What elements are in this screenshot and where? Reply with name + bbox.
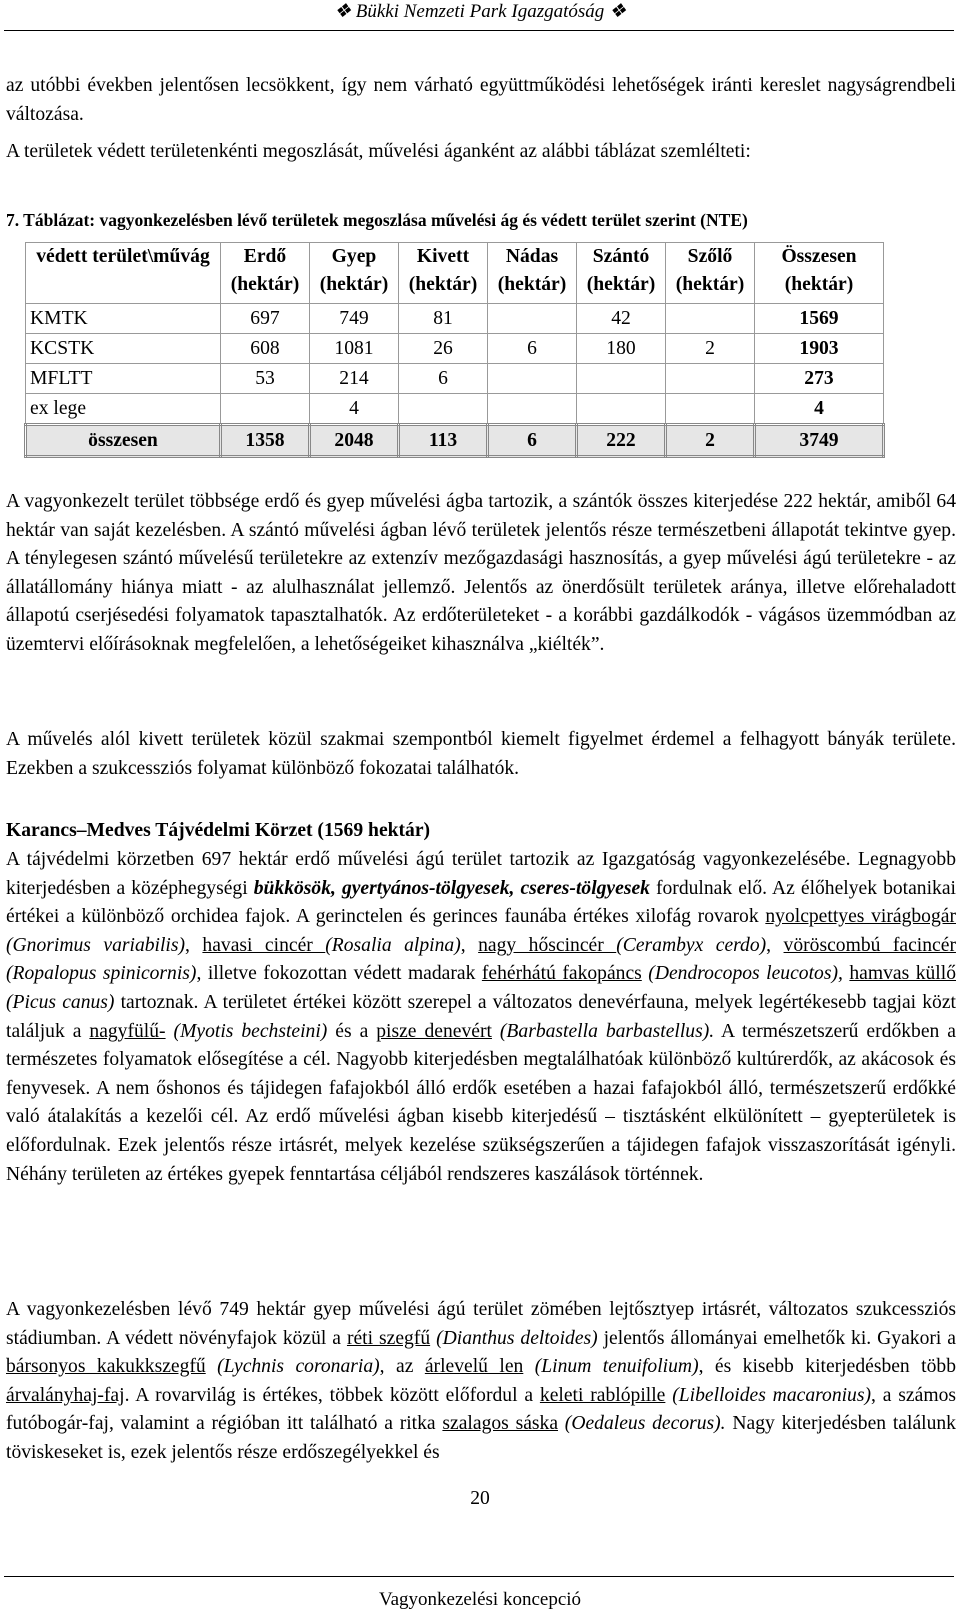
col-header-arable: Szántó (hektár) xyxy=(577,243,666,304)
cell xyxy=(488,364,577,394)
cell xyxy=(399,394,488,425)
total-cell: 1358 xyxy=(221,425,310,457)
text: jelentős állományai emelhetők ki. Gyakori a xyxy=(597,1327,956,1349)
body-paragraph-4: A művelés alól kivett területek közül szakmai szempontból kiemelt figyelmet érdemel a felhagyott bányák területe. Ezekben a szukcessziós folyamat különböző fokozatai találhatók. xyxy=(6,729,956,779)
species-name: réti szegfű xyxy=(346,1327,431,1349)
species-name: pisze denevért xyxy=(376,1020,492,1042)
cell: 214 xyxy=(310,364,399,394)
cell xyxy=(488,304,577,334)
text: Nagy kiterjedésben találunk töviskeseket is, ezek jelentős része erdőszegélyekkel és xyxy=(6,1413,956,1463)
species-name: fehérhátú fakopáncs xyxy=(481,963,642,985)
latin-name: (Linum tenuifolium) xyxy=(523,1356,699,1378)
intro-paragraph-2: A területek védett területenkénti megoszlását, művelési áganként az alábbi táblázat szemlélteti: xyxy=(6,141,751,162)
section-title: Karancs–Medves Tájvédelmi Körzet (1569 hektár) xyxy=(6,820,431,841)
latin-name: (Dianthus deltoides) xyxy=(430,1327,598,1349)
cell xyxy=(577,364,666,394)
page-number: 20 xyxy=(470,1488,490,1509)
species-name: szalagos sáska xyxy=(442,1413,559,1435)
cell: 26 xyxy=(399,334,488,364)
col-header-excluded: Kivett (hektár) xyxy=(399,243,488,304)
text: , a számos futóbogár-faj, valamint a régióban itt található a ritka xyxy=(6,1384,956,1435)
text: és a xyxy=(327,1020,377,1042)
text: A vagyonkezelésben lévő 749 hektár gyep művelési ágú terület zömében lejtősztyep irtásrét, változatos szukcessziós stádiumban. A védett növényfajok közül a xyxy=(6,1299,956,1349)
cell: 180 xyxy=(577,334,666,364)
total-cell: 113 xyxy=(399,425,488,457)
cell: 6 xyxy=(488,334,577,364)
text: , illetve fokozottan védett madarak xyxy=(196,963,482,985)
species-name: havasi cincér xyxy=(202,934,326,956)
cell: 1081 xyxy=(310,334,399,364)
species-name: nyolcpettyes virágbogár xyxy=(765,906,956,928)
latin-name: (Picus canus) xyxy=(6,991,115,1013)
latin-name: (Myotis bechsteini) xyxy=(165,1020,328,1042)
text: tartoznak. A területet értékei között szerepel a változatos denevérfauna, melyek legértékesebb tagjai közt találjuk a xyxy=(6,991,956,1042)
species-name: vöröscombú facincér xyxy=(783,934,956,956)
body-paragraph-3: A vagyonkezelt terület többsége erdő és gyep művelési ágba tartozik, a szántók összes kiterjedése 222 hektár, amiből 64 hektár van saját kezelésben. A szántó művelési ágban lévő területek jelentős része természetbeni állapotát tekintve gyep. A ténylegesen szántó művelésű területekre az extenzív mezőgazdasági hasznosítás, a gyep művelési ágú területekre - az állatállomány hiánya miatt - az alulhasználat jellemző. Jelentős az önerdősült területek aránya, illetve előrehaladott állapotú cserjésedési folyamatok tapasztalhatók. Az erdőterületeket - a korábbi gazdálkodók - vágásos üzemmódban az üzemtervi előírásoknak megfelelően, a lehetőségeiket kihasználva „kiélték”. xyxy=(6,491,956,655)
table-caption: 7. Táblázat: vagyonkezelésben lévő területek megoszlása művelési ág és védett terület szerint (NTE) xyxy=(6,210,748,230)
latin-name: (Dendrocopos leucotos), xyxy=(641,963,843,985)
table-header-row xyxy=(26,243,884,304)
latin-name: (Oedaleus decorus). xyxy=(558,1413,726,1435)
row-total: 1569 xyxy=(755,304,884,334)
total-label: összesen xyxy=(26,425,221,457)
table-row xyxy=(26,364,884,394)
cell: 42 xyxy=(577,304,666,334)
text: , xyxy=(185,934,203,956)
cell: 81 xyxy=(399,304,488,334)
latin-name: (Rosalia alpina) xyxy=(325,934,461,956)
cell xyxy=(666,304,755,334)
text: A természetszerű erdőkben a természetes folyamatok elősegítése a cél. Nagyobb kiterjedésben megtalálhatóak különböző kultúrerdők, az akácosok és fenyvesek. A nem őshonos és tájidegen fafajokból álló erdők esetében a hazai fafajokból álló, természetszerű erdőkké való átalakítás a kezelői cél. Az erdő művelési ágban kisebb kiterjedésű – tisztásként elkülönített – gyepterületek is előfordulnak. Ezek jelentős része irtásrét, melyek kezelése szükségszerűen a tájidegen fafajok visszaszorítását igényli. Néhány területen az értékes gyepek fenntartása céljából rendszeres kaszálások történnek. xyxy=(6,1020,956,1185)
latin-name: (Libelloides macaronius) xyxy=(665,1384,872,1406)
total-cell: 2048 xyxy=(310,425,399,457)
cell: 2 xyxy=(666,334,755,364)
cell: 749 xyxy=(310,304,399,334)
col-header-total: Összesen (hektár) xyxy=(755,243,884,304)
row-label: MFLTT xyxy=(26,364,221,394)
cell: 4 xyxy=(310,394,399,425)
row-label: KCSTK xyxy=(26,334,221,364)
cell: 53 xyxy=(221,364,310,394)
page-footer: Vagyonkezelési koncepció xyxy=(378,1589,582,1610)
total-cell: 222 xyxy=(577,425,666,457)
latin-name: (Barbastella barbastellus). xyxy=(491,1020,715,1042)
header-divider xyxy=(4,30,954,31)
latin-name: (Cerambyx cerdo) xyxy=(616,934,767,956)
cell: 697 xyxy=(221,304,310,334)
col-header-vineyard: Szőlő (hektár) xyxy=(666,243,755,304)
row-label: ex lege xyxy=(26,394,221,425)
text: . A rovarvilág is értékes, többek között előfordul a xyxy=(124,1384,540,1406)
cell: 6 xyxy=(399,364,488,394)
table-row xyxy=(26,334,884,364)
page-header: ❖ Bükki Nemzeti Park Igazgatóság ❖ xyxy=(333,1,627,22)
species-name: bársonyos kakukkszegfű xyxy=(6,1356,206,1378)
row-total: 1903 xyxy=(755,334,884,364)
cell: 608 xyxy=(221,334,310,364)
footer-divider xyxy=(4,1576,954,1577)
row-label: KMTK xyxy=(26,304,221,334)
text: , az xyxy=(379,1356,425,1378)
habitat-names: bükkösök, gyertyános-tölgyesek, cseres-tölgyesek xyxy=(253,877,650,899)
cell xyxy=(488,394,577,425)
table-row xyxy=(26,304,884,334)
section-paragraph-5 xyxy=(6,846,956,1189)
col-header-grassland: Gyep (hektár) xyxy=(310,243,399,304)
text: fordulnak elő. Az élőhelyek botanikai értékei a különböző orchidea fajok. A gerinctelen és gerinces faunába értékes xilofág rovarok xyxy=(6,877,956,928)
row-total: 4 xyxy=(755,394,884,425)
total-cell: 6 xyxy=(488,425,577,457)
latin-name: (Lychnis coronaria) xyxy=(205,1356,380,1378)
cell xyxy=(666,394,755,425)
text: , xyxy=(460,934,479,956)
intro-paragraph-1: az utóbbi években jelentősen lecsökkent, így nem várható együttműködési lehetőségek iránti kereslet nagyságrendbeli változása. xyxy=(6,75,956,125)
text: , xyxy=(766,934,784,956)
table-row xyxy=(26,394,884,425)
text: A tájvédelmi körzetben 697 hektár erdő művelési ágú terület tartozik az Igazgatóság vagyonkezelésébe. Legnagyobb kiterjedésben a középhegységi xyxy=(6,849,956,899)
cell xyxy=(577,394,666,425)
land-use-table xyxy=(24,242,885,458)
total-cell: 2 xyxy=(666,425,755,457)
latin-name: (Ropalopus spinicornis) xyxy=(6,963,197,985)
cell xyxy=(666,364,755,394)
cell xyxy=(221,394,310,425)
species-name: hamvas küllő xyxy=(849,963,956,985)
col-header-area: védett terület\művág xyxy=(26,243,221,304)
section-paragraph-6 xyxy=(6,1296,956,1468)
species-name: árvalányhaj-faj xyxy=(6,1384,125,1406)
species-name: árlevelű len xyxy=(424,1356,524,1378)
col-header-forest: Erdő (hektár) xyxy=(221,243,310,304)
species-name: nagyfülű- xyxy=(89,1020,166,1042)
col-header-reed: Nádas (hektár) xyxy=(488,243,577,304)
grand-total: 3749 xyxy=(755,425,884,457)
species-name: keleti rablópille xyxy=(539,1384,666,1406)
latin-name: (Gnorimus variabilis) xyxy=(6,934,186,956)
text: , és kisebb kiterjedésben több xyxy=(698,1356,957,1378)
table-total-row xyxy=(26,425,884,457)
species-name: nagy hőscincér xyxy=(478,934,617,956)
row-total: 273 xyxy=(755,364,884,394)
